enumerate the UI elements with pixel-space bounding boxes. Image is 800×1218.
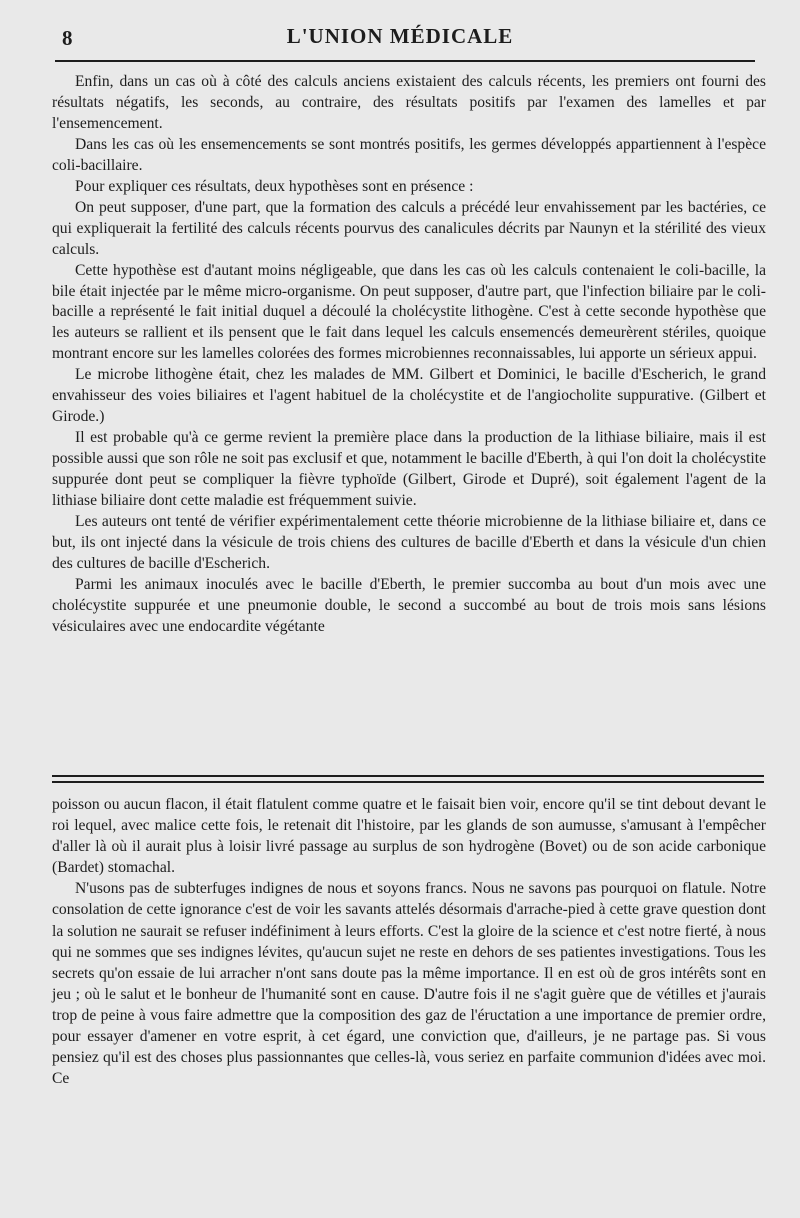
page-number: 8: [62, 26, 73, 50]
paragraph: Enfin, dans un cas où à côté des calculs anciens existaient des calculs récents, les premiers ont fourni des résultats négatifs, les seconds, au contraire, des résultats positifs par l'examen des lamelles et par l'ensemencement.: [52, 73, 766, 132]
paragraph: Il est probable qu'à ce germe revient la première place dans la production de la lithiase biliaire, mais il est possible aussi que son rôle ne soit pas exclusif et que, notamment le bacille d'Eberth, à qui l'on doit la cholécystite suppurée dont peut se compliquer la fièvre typhoïde (Gilbert, Girode et Dupré), soit également l'agent de la lithiase biliaire dont cette maladie est fréquemment suivie.: [52, 429, 766, 510]
section-divider: [52, 775, 764, 783]
paragraph: Les auteurs ont tenté de vérifier expérimentalement cette théorie microbienne de la lithiase biliaire et, dans ce but, ils ont injecté dans la vésicule de trois chiens des cultures de bacille d'Eberth et dans la vésicule d'un chien des cultures de bacille d'Escherich.: [52, 513, 766, 572]
header-rule: [55, 60, 755, 62]
running-title: L'UNION MÉDICALE: [286, 24, 514, 48]
paragraph: Parmi les animaux inoculés avec le bacille d'Eberth, le premier succomba au bout d'un mois avec une cholécystite suppurée et une pneumonie double, le second a succombé au bout de trois mois sans lésions vésiculaires avec une endocardite végétante: [52, 575, 766, 635]
paragraph: Pour expliquer ces résultats, deux hypothèses sont en présence :: [75, 177, 474, 195]
paragraph: On peut supposer, d'une part, que la formation des calculs a précédé leur envahissement par les bactéries, ce qui expliquerait la fertilité des calculs récents pourvus des canalicules décrits par Naunyn et la stérilité des vieux calculs.: [52, 198, 766, 258]
paragraph: N'usons pas de subterfuges indignes de nous et soyons francs. Nous ne savons pas pourquoi on flatule. Notre consolation de cette ignorance c'est de voir les savants attelés désormais d'arrache-pied à cette grave question dont la solution ne saurait se refuser indéfiniment à leurs efforts. C'est la gloire de la science et c'est notre fierté, à nous qui ne sommes que ses indignes lévites, qu'aucun sujet ne reste en dehors de ses patientes investigations. Tous les secrets qu'on essaie de lui arracher n'ont sans doute pas la même importance. Il en est où de gros intérêts sont en jeu ; où le salut et le bonheur de l'humanité sont en cause. D'autre fois il ne s'agit guère que de vétilles et j'aurais trop de peine à vous faire admettre que la composition des gaz de l'éructation a une importance de premier ordre, pour essayer d'amener en votre esprit, à cet égard, une conviction que, d'ailleurs, je ne partage pas. Si vous pensiez qu'il est des choses plus passionnantes que celles-là, vous seriez en parfaite communion d'idées avec moi. Ce: [52, 880, 766, 1088]
paragraph: Cette hypothèse est d'autant moins négligeable, que dans les cas où les calculs contenaient le coli-bacille, la bile était injectée par le même micro-organisme. On peut supposer, d'autre part, que l'infection biliaire par le coli-bacille a représenté le fait initial duquel a découlé la cholécystite lithogène. C'est à cette seconde hypothèse que les auteurs se rallient et ils pensent que le fait dans lequel les calculs ensemencés demeurèrent stériles, quoique montrant encore sur les lamelles colorées des formes microbiennes reconnaissables, lui apporte un sérieux appui.: [52, 261, 766, 363]
paragraph: Dans les cas où les ensemencements se sont montrés positifs, les germes développés appartiennent à l'espèce coli-bacillaire.: [52, 135, 766, 174]
main-article-body: [52, 72, 766, 638]
paragraph: Le microbe lithogène était, chez les malades de MM. Gilbert et Dominici, le bacille d'Escherich, le grand envahisseur des voies biliaires et l'agent habituel de la cholécystite et de l'angiocholite suppurative. (Gilbert et Girode.): [52, 366, 766, 426]
paragraph: poisson ou aucun flacon, il était flatulent comme quatre et le faisait bien voir, encore qu'il se tint debout devant le roi lequel, avec malice cette fois, le retenait dit l'histoire, par les glands de son aumusse, s'amusant à l'empêcher d'aller là où il aurait plus à loisir livré passage au surplus de son hydrogène (Bovet) ou de son acide carbonique (Bardet) stomachal.: [52, 796, 766, 877]
feuilleton-body: [52, 794, 766, 1089]
